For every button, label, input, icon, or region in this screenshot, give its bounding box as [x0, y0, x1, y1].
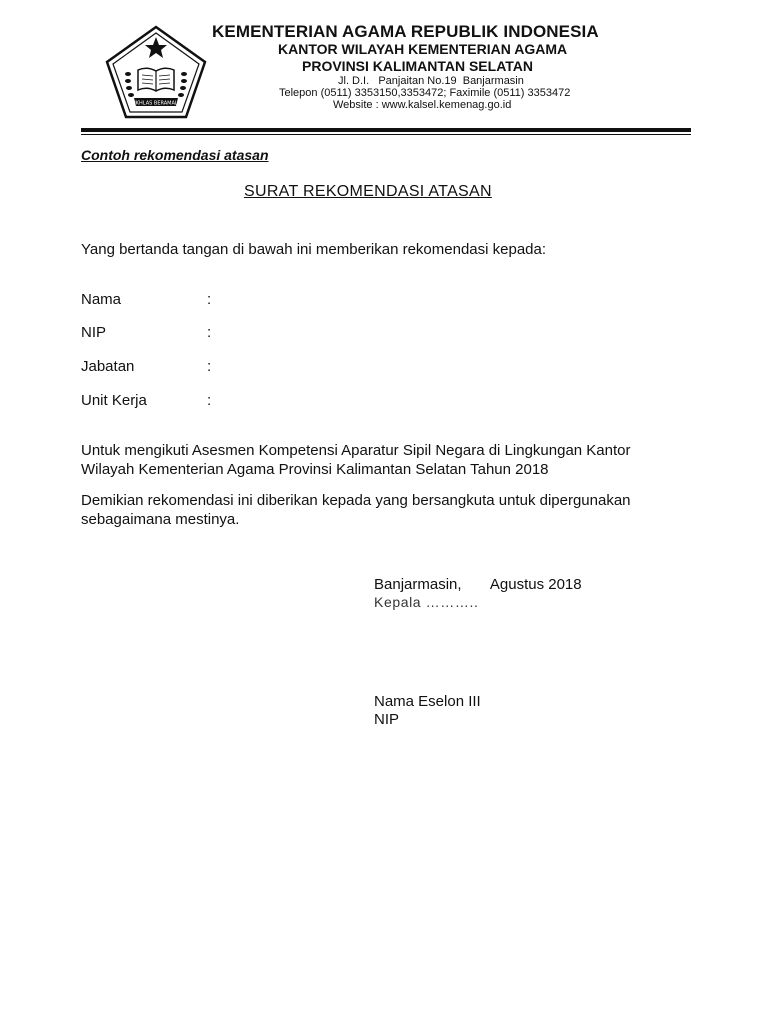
letterhead-divider-thin [81, 134, 691, 135]
signature-name: Nama Eselon III [374, 693, 481, 710]
field-label-unit-kerja: Unit Kerja [81, 392, 147, 409]
signature-place-date: Banjarmasin, Agustus 2018 [374, 576, 582, 593]
field-colon: : [207, 324, 212, 341]
purpose-paragraph: Untuk mengikuti Asesmen Kompetensi Aparatur Sipil Negara di Lingkungan Kantor Wilayah Kementerian Agama Provinsi Kalimantan Selatan Tahun 2018 [81, 442, 631, 478]
signature-role: Kepala ……….. [374, 594, 479, 610]
field-colon: : [207, 358, 212, 375]
province-name: PROVINSI KALIMANTAN SELATAN [302, 58, 533, 74]
document-title: SURAT REKOMENDASI ATASAN [244, 183, 492, 200]
letterhead-divider-thick [81, 128, 691, 132]
field-colon: : [207, 392, 212, 409]
signature-nip: NIP [374, 711, 400, 728]
office-address: Jl. D.I. Panjaitan No.19 Banjarmasin [338, 75, 524, 87]
office-name: KANTOR WILAYAH KEMENTERIAN AGAMA [278, 41, 568, 57]
closing-paragraph: Demikian rekomendasi ini diberikan kepada yang bersangkuta untuk dipergunakan sebagaimana mestinya. [81, 492, 631, 528]
example-label: Contoh rekomendasi atasan [81, 147, 269, 163]
intro-text: Yang bertanda tangan di bawah ini memberikan rekomendasi kepada: [81, 241, 547, 258]
kemenag-emblem-icon [104, 24, 208, 120]
field-label-jabatan: Jabatan [81, 358, 135, 375]
field-label-nip: NIP [81, 324, 107, 341]
organization-title: KEMENTERIAN AGAMA REPUBLIK INDONESIA [212, 22, 599, 41]
svg-text:IKHLAS BERAMAL: IKHLAS BERAMAL [134, 100, 178, 107]
field-label-nama: Nama [81, 291, 122, 308]
office-phone: Telepon (0511) 3353150,3353472; Faximile (0511) 3353472 [279, 87, 571, 99]
office-website: Website : www.kalsel.kemenag.go.id [333, 99, 512, 111]
field-colon: : [207, 291, 212, 308]
